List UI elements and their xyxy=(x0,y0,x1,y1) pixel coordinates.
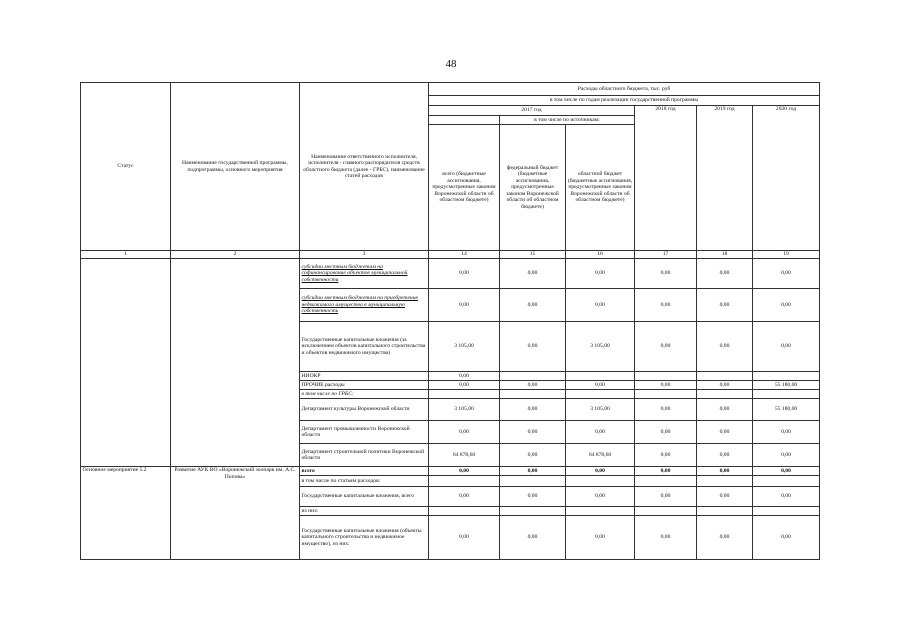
value-cell: 0,00 xyxy=(429,487,500,507)
value-cell xyxy=(753,372,820,381)
column-number: 15 xyxy=(500,251,566,259)
value-cell xyxy=(697,507,753,516)
value-cell xyxy=(429,390,500,399)
header-program-name: Наименование государственной программы, подпрограммы, основного мероприятия xyxy=(171,83,300,251)
value-cell xyxy=(697,390,753,399)
value-cell: 3 105,00 xyxy=(429,399,500,421)
table-row xyxy=(81,259,820,289)
row-label: всего xyxy=(300,467,429,476)
value-cell xyxy=(566,507,635,516)
value-cell: 0,00 xyxy=(429,372,500,381)
header-blank-cell xyxy=(429,116,500,125)
column-number: 14 xyxy=(429,251,500,259)
value-cell xyxy=(635,372,697,381)
value-cell: 0,00 xyxy=(500,259,566,289)
value-cell: 0,00 xyxy=(697,421,753,444)
value-cell: 0,00 xyxy=(429,516,500,560)
value-cell: 3 105,00 xyxy=(566,322,635,372)
value-cell: 0,00 xyxy=(697,516,753,560)
value-cell: 0,00 xyxy=(697,259,753,289)
value-cell: 0,00 xyxy=(753,421,820,444)
value-cell xyxy=(500,390,566,399)
value-cell: 0,00 xyxy=(566,289,635,322)
value-cell: 0,00 xyxy=(753,322,820,372)
value-cell xyxy=(697,476,753,487)
header-year-2019: 2019 год xyxy=(697,106,753,251)
value-cell: 0,00 xyxy=(500,322,566,372)
value-cell: 0,00 xyxy=(635,516,697,560)
header-expenses: Расходы областного бюджета, тыс. руб xyxy=(429,83,820,96)
value-cell xyxy=(635,476,697,487)
value-cell: 0,00 xyxy=(566,516,635,560)
header-regional-col: областной бюджет (бюджетные ассигнования, предусмотренные законом Воронежской области об областном бюджете) xyxy=(566,125,635,251)
value-cell xyxy=(500,507,566,516)
value-cell: 64 878,60 xyxy=(429,444,500,467)
row-label: субсидии местным бюджетам на приобретение недвижимого имущества в муниципальную собственность xyxy=(300,289,429,322)
value-cell: 0,00 xyxy=(697,381,753,390)
value-cell: 0,00 xyxy=(635,322,697,372)
row-label: Департамент промышленности Воронежской области xyxy=(300,421,429,444)
value-cell: 55 180,00 xyxy=(753,399,820,421)
value-cell: 0,00 xyxy=(697,399,753,421)
value-cell xyxy=(753,390,820,399)
column-number: 18 xyxy=(697,251,753,259)
value-cell: 0,00 xyxy=(500,467,566,476)
value-cell: 0,00 xyxy=(697,467,753,476)
value-cell: 0,00 xyxy=(429,421,500,444)
column-number: 16 xyxy=(566,251,635,259)
value-cell xyxy=(753,507,820,516)
row-label: Департамент культуры Воронежской области xyxy=(300,399,429,421)
value-cell: 0,00 xyxy=(429,289,500,322)
header-status: Статус xyxy=(81,83,171,251)
value-cell: 0,00 xyxy=(753,467,820,476)
value-cell: 0,00 xyxy=(635,289,697,322)
value-cell: 0,00 xyxy=(753,259,820,289)
value-cell: 0,00 xyxy=(500,289,566,322)
row-label: Государственные капитальные вложения, всего xyxy=(300,487,429,507)
column-number: 17 xyxy=(635,251,697,259)
row-label: Департамент строительной политики Воронежской области xyxy=(300,444,429,467)
value-cell: 0,00 xyxy=(566,421,635,444)
value-cell: 0,00 xyxy=(635,421,697,444)
value-cell: 0,00 xyxy=(753,487,820,507)
page-number: 48 xyxy=(445,58,457,70)
value-cell xyxy=(429,476,500,487)
row-label: Государственные капитальные вложения (за исключением объектов капитального строительства и объектов недвижимого имущества) xyxy=(300,322,429,372)
header-year-2020: 2020 год xyxy=(753,106,820,251)
value-cell: 0,00 xyxy=(697,289,753,322)
row-label: Государственные капитальные вложения (объекты капитального строительства и недвижимое имущество), из них: xyxy=(300,516,429,560)
value-cell: 0,00 xyxy=(697,444,753,467)
value-cell xyxy=(429,507,500,516)
header-executor: Наименование ответственного исполнителя, исполнителя - главного распорядителя средств областного бюджета (далее - ГРБС), наименование статей расходов xyxy=(300,83,429,251)
value-cell xyxy=(500,476,566,487)
value-cell: 0,00 xyxy=(753,444,820,467)
value-cell: 0,00 xyxy=(753,516,820,560)
value-cell xyxy=(566,476,635,487)
value-cell: 64 878,60 xyxy=(566,444,635,467)
value-cell xyxy=(566,390,635,399)
value-cell: 0,00 xyxy=(500,399,566,421)
value-cell: 0,00 xyxy=(697,487,753,507)
value-cell: 0,00 xyxy=(429,381,500,390)
row-label: НИОКР xyxy=(300,372,429,381)
value-cell: 0,00 xyxy=(635,259,697,289)
value-cell: 0,00 xyxy=(635,399,697,421)
header-by-sources: в том числе по источникам: xyxy=(500,116,635,125)
value-cell: 0,00 xyxy=(429,259,500,289)
row-label: в том числе по ГРБС: xyxy=(300,390,429,399)
value-cell: 0,00 xyxy=(753,289,820,322)
value-cell: 0,00 xyxy=(500,381,566,390)
row-label: из них: xyxy=(300,507,429,516)
value-cell: 0,00 xyxy=(566,467,635,476)
value-cell xyxy=(566,372,635,381)
value-cell xyxy=(500,372,566,381)
program-name-cell: Развитие АУК ВО «Воронежский зоопарк им. А.С. Попова» xyxy=(171,467,300,560)
column-number: 2 xyxy=(171,251,300,259)
value-cell: 0,00 xyxy=(500,487,566,507)
value-cell: 0,00 xyxy=(635,444,697,467)
value-cell: 0,00 xyxy=(635,487,697,507)
status-cell xyxy=(81,259,171,467)
value-cell: 0,00 xyxy=(635,467,697,476)
value-cell: 0,00 xyxy=(500,421,566,444)
column-number-row xyxy=(81,251,820,259)
header-year-2017: 2017 год xyxy=(429,106,635,116)
budget-table xyxy=(80,82,820,560)
column-number: 3 xyxy=(300,251,429,259)
header-federal-col: федеральный бюджет (бюджетные ассигнования, предусмотренные законом Воронежской области об областном бюджете) xyxy=(500,125,566,251)
value-cell: 0,00 xyxy=(566,259,635,289)
value-cell: 0,00 xyxy=(500,444,566,467)
table-row xyxy=(81,467,820,476)
value-cell xyxy=(697,372,753,381)
value-cell: 0,00 xyxy=(697,322,753,372)
value-cell: 0,00 xyxy=(566,487,635,507)
row-label: в том числе по статьям расходов: xyxy=(300,476,429,487)
row-label: ПРОЧИЕ расходы xyxy=(300,381,429,390)
value-cell xyxy=(753,476,820,487)
column-number: 1 xyxy=(81,251,171,259)
value-cell xyxy=(635,390,697,399)
value-cell: 0,00 xyxy=(429,467,500,476)
value-cell: 55 180,00 xyxy=(753,381,820,390)
row-label: субсидии местным бюджетам на софинансирование объектов муниципальной собственности xyxy=(300,259,429,289)
value-cell: 0,00 xyxy=(500,516,566,560)
value-cell: 3 105,00 xyxy=(566,399,635,421)
status-cell: Основное мероприятие 5.2 xyxy=(81,467,171,560)
header-year-2018: 2018 год xyxy=(635,106,697,251)
value-cell: 3 105,00 xyxy=(429,322,500,372)
value-cell: 0,00 xyxy=(566,381,635,390)
column-number: 19 xyxy=(753,251,820,259)
header-by-years: в том числе по годам реализации государственной программы xyxy=(429,96,820,106)
header-total-col: всего (бюджетные ассигнования, предусмотренные законом Воронежской области об областном бюджете) xyxy=(429,125,500,251)
value-cell: 0,00 xyxy=(635,381,697,390)
program-name-cell xyxy=(171,259,300,467)
value-cell xyxy=(635,507,697,516)
